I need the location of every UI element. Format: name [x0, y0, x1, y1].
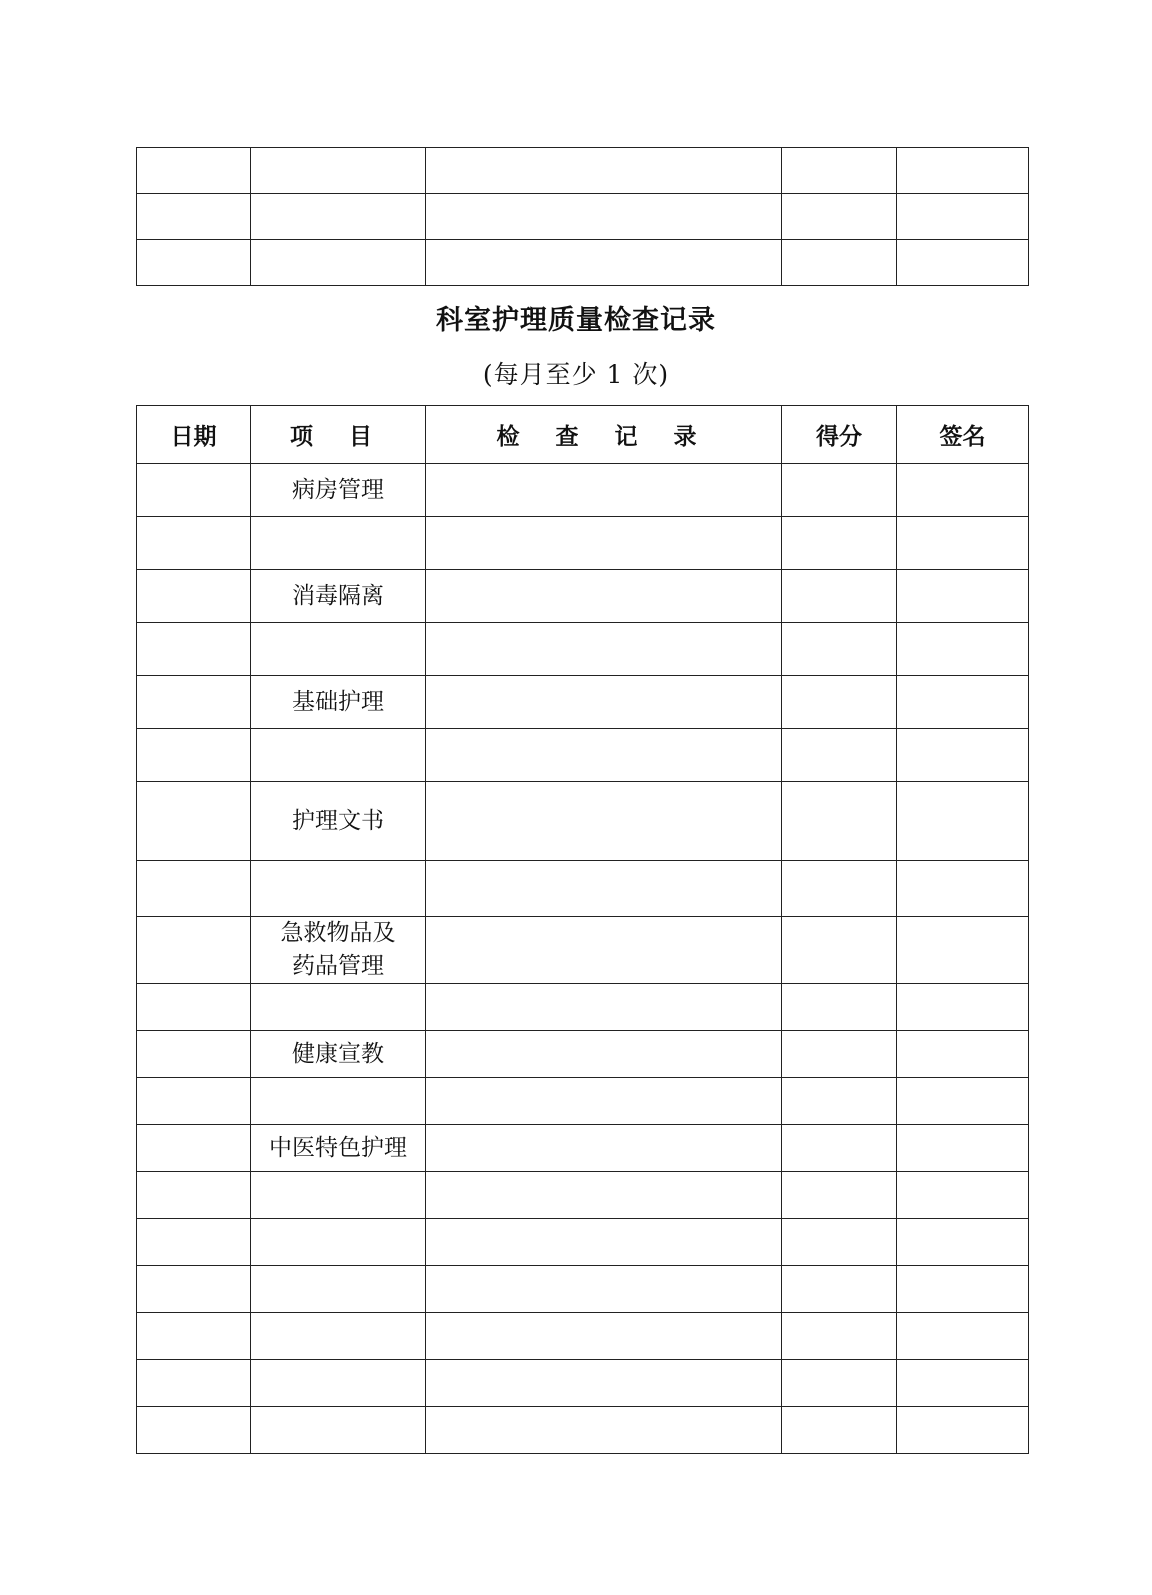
signature-cell[interactable] [897, 1266, 1029, 1313]
item-cell [251, 1407, 426, 1454]
table-cell [137, 240, 251, 286]
date-cell[interactable] [137, 676, 251, 729]
score-cell[interactable] [782, 984, 897, 1031]
table-row [137, 1407, 1029, 1454]
table-row [137, 917, 1029, 984]
item-label-line: 急救物品及 [280, 920, 396, 946]
item-cell: 病房管理 [251, 464, 426, 517]
inspection-record-table [136, 405, 1029, 1454]
item-cell: 消毒隔离 [251, 570, 426, 623]
date-cell[interactable] [137, 1313, 251, 1360]
signature-cell[interactable] [897, 1360, 1029, 1407]
date-cell[interactable] [137, 464, 251, 517]
item-cell: 护理文书 [251, 782, 426, 861]
record-cell[interactable] [426, 1219, 782, 1266]
score-cell[interactable] [782, 623, 897, 676]
score-cell[interactable] [782, 1407, 897, 1454]
record-cell[interactable] [426, 1407, 782, 1454]
signature-cell[interactable] [897, 729, 1029, 782]
table-cell [782, 148, 897, 194]
header-score: 得分 [782, 406, 897, 464]
previous-record-table [136, 147, 1029, 286]
page-title: 科室护理质量检查记录 [436, 305, 716, 336]
record-cell[interactable] [426, 517, 782, 570]
table-cell [782, 194, 897, 240]
table-cell [426, 240, 782, 286]
table-row [137, 1031, 1029, 1078]
date-cell[interactable] [137, 1172, 251, 1219]
date-cell[interactable] [137, 1031, 251, 1078]
record-cell[interactable] [426, 861, 782, 917]
date-cell[interactable] [137, 917, 251, 984]
signature-cell[interactable] [897, 1219, 1029, 1266]
score-cell[interactable] [782, 861, 897, 917]
score-cell[interactable] [782, 729, 897, 782]
score-cell[interactable] [782, 570, 897, 623]
table-row [137, 676, 1029, 729]
signature-cell[interactable] [897, 1125, 1029, 1172]
date-cell[interactable] [137, 729, 251, 782]
record-cell[interactable] [426, 1031, 782, 1078]
table-row [137, 148, 1029, 194]
table-cell [426, 194, 782, 240]
date-cell[interactable] [137, 1266, 251, 1313]
record-cell[interactable] [426, 1266, 782, 1313]
table-row [137, 517, 1029, 570]
signature-cell[interactable] [897, 676, 1029, 729]
table-cell [897, 194, 1029, 240]
table-row [137, 861, 1029, 917]
date-cell[interactable] [137, 1125, 251, 1172]
item-cell [251, 1219, 426, 1266]
record-cell[interactable] [426, 729, 782, 782]
item-cell [251, 1172, 426, 1219]
record-cell[interactable] [426, 917, 782, 984]
date-cell[interactable] [137, 984, 251, 1031]
table-row [137, 240, 1029, 286]
table-row [137, 1078, 1029, 1125]
item-cell [251, 1266, 426, 1313]
signature-cell[interactable] [897, 1078, 1029, 1125]
table-cell [137, 148, 251, 194]
record-cell[interactable] [426, 623, 782, 676]
item-cell: 健康宣教 [251, 1031, 426, 1078]
score-cell[interactable] [782, 782, 897, 861]
score-cell[interactable] [782, 464, 897, 517]
score-cell[interactable] [782, 1360, 897, 1407]
score-cell[interactable] [782, 517, 897, 570]
signature-cell[interactable] [897, 1313, 1029, 1360]
score-cell[interactable] [782, 1313, 897, 1360]
table-cell [782, 240, 897, 286]
table-row [137, 1313, 1029, 1360]
date-cell[interactable] [137, 1219, 251, 1266]
item-cell [251, 984, 426, 1031]
signature-cell[interactable] [897, 782, 1029, 861]
item-cell [251, 917, 426, 984]
page-subtitle: (每月至少 1 次) [482, 360, 670, 389]
date-cell[interactable] [137, 623, 251, 676]
date-cell[interactable] [137, 1407, 251, 1454]
date-cell[interactable] [137, 1360, 251, 1407]
signature-cell[interactable] [897, 1172, 1029, 1219]
table-cell [137, 194, 251, 240]
record-cell[interactable] [426, 1313, 782, 1360]
item-cell [251, 861, 426, 917]
item-cell [251, 1360, 426, 1407]
record-cell[interactable] [426, 984, 782, 1031]
signature-cell[interactable] [897, 861, 1029, 917]
header-signature: 签名 [897, 406, 1029, 464]
item-cell [251, 729, 426, 782]
signature-cell[interactable] [897, 1031, 1029, 1078]
item-cell [251, 1078, 426, 1125]
item-cell [251, 623, 426, 676]
item-label-line: 药品管理 [292, 953, 384, 979]
signature-cell[interactable] [897, 1407, 1029, 1454]
table-cell [251, 240, 426, 286]
signature-cell[interactable] [897, 917, 1029, 984]
date-cell[interactable] [137, 861, 251, 917]
table-row [137, 464, 1029, 517]
item-cell: 中医特色护理 [251, 1125, 426, 1172]
record-cell[interactable] [426, 570, 782, 623]
header-item: 项 目 [251, 406, 426, 464]
table-row [137, 782, 1029, 861]
table-row [137, 1266, 1029, 1313]
table-row [137, 729, 1029, 782]
score-cell[interactable] [782, 917, 897, 984]
table-row [137, 1172, 1029, 1219]
record-cell[interactable] [426, 1360, 782, 1407]
table-cell [897, 148, 1029, 194]
table-row [137, 1219, 1029, 1266]
table-header-row [137, 406, 1029, 464]
signature-cell[interactable] [897, 570, 1029, 623]
table-cell [251, 148, 426, 194]
score-cell[interactable] [782, 1266, 897, 1313]
table-row [137, 623, 1029, 676]
table-cell [251, 194, 426, 240]
header-date: 日期 [137, 406, 251, 464]
record-cell[interactable] [426, 1172, 782, 1219]
signature-cell[interactable] [897, 984, 1029, 1031]
signature-cell[interactable] [897, 517, 1029, 570]
score-cell[interactable] [782, 1078, 897, 1125]
date-cell[interactable] [137, 1078, 251, 1125]
header-record: 检 查 记 录 [426, 406, 782, 464]
item-cell: 基础护理 [251, 676, 426, 729]
item-cell [251, 1313, 426, 1360]
score-cell[interactable] [782, 1172, 897, 1219]
record-cell[interactable] [426, 782, 782, 861]
signature-cell[interactable] [897, 464, 1029, 517]
record-cell[interactable] [426, 676, 782, 729]
date-cell[interactable] [137, 782, 251, 861]
table-row [137, 570, 1029, 623]
date-cell[interactable] [137, 570, 251, 623]
item-cell [251, 517, 426, 570]
signature-cell[interactable] [897, 623, 1029, 676]
record-cell[interactable] [426, 1078, 782, 1125]
table-row [137, 194, 1029, 240]
table-cell [426, 148, 782, 194]
table-row [137, 984, 1029, 1031]
date-cell[interactable] [137, 517, 251, 570]
record-cell[interactable] [426, 1125, 782, 1172]
score-cell[interactable] [782, 1125, 897, 1172]
score-cell[interactable] [782, 676, 897, 729]
score-cell[interactable] [782, 1219, 897, 1266]
score-cell[interactable] [782, 1031, 897, 1078]
table-row [137, 1125, 1029, 1172]
record-cell[interactable] [426, 464, 782, 517]
table-cell [897, 240, 1029, 286]
table-row [137, 1360, 1029, 1407]
